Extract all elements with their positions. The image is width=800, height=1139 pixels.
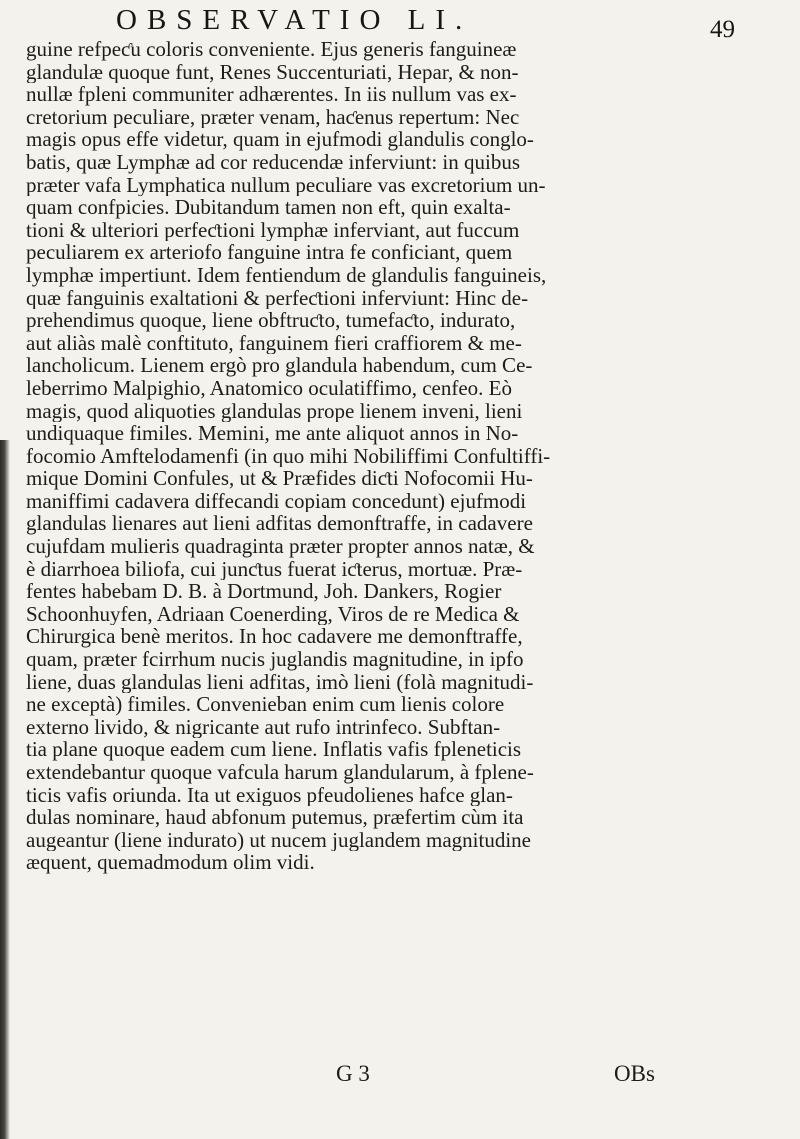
text-line: è diarrhoea biliofa, cui junƈtus fuerat iƈterus, mortuæ. Præ- (26, 557, 523, 581)
catchword: OBs (614, 1061, 655, 1086)
text-line: magis, quod aliquoties glandulas prope lienem inveni, lieni (26, 399, 523, 423)
text-line: prehendimus quoque, liene obftruƈto, tumefaƈto, indurato, (26, 309, 516, 332)
text-line: quam, præter fcirrhum nucis juglandis magnitudine, in ipfo (26, 648, 524, 671)
text-line: cretorium peculiare, præter venam, haƈenus repertum: Nec (26, 105, 520, 129)
text-line: glandulas lienares aut lieni adfitas demonftraffe, in cadavere (26, 512, 533, 536)
text-line: ticis vafis oriunda. Ita ut exiguos pfeudolienes hafce glan- (26, 783, 513, 807)
body-text (26, 38, 798, 874)
text-line: Schoonhuyfen, Adriaan Coenerding, Viros de re Medica & (26, 602, 520, 626)
text-line: glandulæ quoque funt, Renes Succenturiati, Hepar, & non- (26, 60, 519, 84)
running-title: OBSERVATIO LI. (116, 4, 473, 36)
text-line: externo livido, & nigricante aut rufo intrinfeco. Subftan- (26, 715, 501, 739)
text-line: peculiarem ex arteriofo fanguine intra fe conficiant, quem (26, 241, 513, 264)
text-line: dulas nominare, haud abfonum putemus, præfertim cùm ita (26, 806, 524, 829)
page-number: 49 (710, 16, 735, 43)
text-line: mique Domini Confules, ut & Præfides diƈti Nofocomii Hu- (26, 467, 533, 490)
page-binding-shadow (0, 440, 10, 1139)
text-line: Chirurgica benè meritos. In hoc cadavere me demonftraffe, (26, 625, 523, 649)
text-line: lancholicum. Lienem ergò pro glandula habendum, cum Ce- (26, 354, 533, 377)
text-line: ne exceptà) fimiles. Convenieban enim cum lienis colore (26, 693, 505, 716)
text-line: magis opus effe videtur, quam in ejufmodi glandulis conglo- (26, 128, 534, 151)
text-line: aut aliàs malè conftituto, fanguinem fieri craffiorem & me- (26, 331, 522, 355)
text-line: extendebantur quoque vafcula harum glandularum, à fplene- (26, 761, 534, 784)
text-line: guine refpeƈu coloris conveniente. Ejus generis fanguineæ (26, 38, 517, 61)
text-line: focomio Amftelodamenfi (in quo mihi Nobiliffimi Confultiffi- (26, 444, 551, 468)
text-line: nullæ fpleni communiter adhærentes. In iis nullum vas ex- (26, 83, 517, 106)
text-line: tioni & ulteriori perfeƈtioni lymphæ inferviant, aut fuccum (26, 218, 520, 242)
text-line: lymphæ impertiunt. Idem fentiendum de glandulis fanguineis, (26, 263, 547, 287)
text-line: tia plane quoque eadem cum liene. Inflatis vafis fpleneticis (26, 738, 522, 761)
text-line: leberrimo Malpighio, Anatomico oculatiffimo, cenfeo. Eò (26, 376, 512, 400)
page-footer (0, 1061, 800, 1091)
text-line: cujufdam mulieris quadraginta præter propter annos natæ, & (26, 535, 535, 558)
text-line: præter vafa Lymphatica nullum peculiare vas excretorium un- (26, 173, 546, 197)
text-line: quam confpicies. Dubitandum tamen non eft, quin exalta- (26, 196, 511, 219)
text-line: æquent, quemadmodum olim vidi. (26, 851, 315, 874)
signature-mark: G 3 (336, 1061, 370, 1086)
text-line: batis, quæ Lymphæ ad cor reducendæ inferviunt: in quibus (26, 150, 521, 174)
text-line: augeantur (liene indurato) ut nucem juglandem magnitudine (26, 828, 532, 852)
text-line: liene, duas glandulas lieni adfitas, imò lieni (folà magnitudi- (26, 670, 534, 694)
text-line: fentes habebam D. B. à Dortmund, Joh. Dankers, Rogier (26, 580, 502, 603)
text-line: maniffimi cadavera diffecandi copiam concedunt) ejufmodi (26, 489, 527, 513)
text-line: quæ fanguinis exaltationi & perfeƈtioni inferviunt: Hinc de- (26, 286, 529, 310)
text-line: undiquaque fimiles. Memini, me ante aliquot annos in No- (26, 422, 519, 445)
